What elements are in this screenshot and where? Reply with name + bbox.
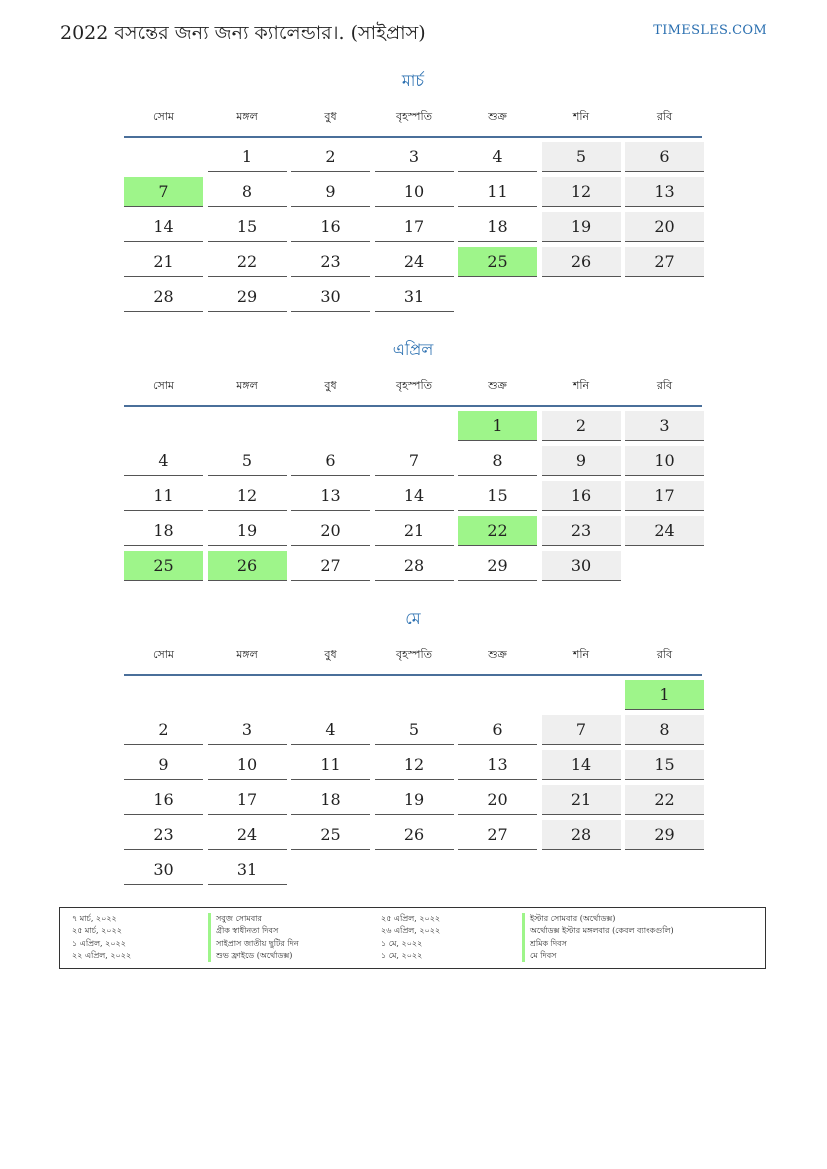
legend-holiday-name: সবুজ সোমবার [208, 913, 299, 925]
legend-date: ১ এপ্রিল, ২০২২ [72, 938, 126, 948]
empty-cell [208, 411, 287, 441]
day-cell: 9 [542, 446, 621, 476]
month-april [124, 339, 702, 581]
day-cell: 2 [291, 142, 370, 172]
day-cell: 4 [124, 446, 203, 476]
day-cell: 8 [458, 446, 537, 476]
legend-date: ১ মে, ২০২২ [381, 950, 423, 960]
legend-date: ২৫ এপ্রিল, ২০২২ [381, 914, 441, 923]
weekday-label: বুধ [324, 648, 337, 661]
day-cell: 17 [208, 785, 287, 815]
legend-date: ৭ মার্চ, ২০২২ [72, 914, 117, 923]
day-cell: 23 [124, 820, 203, 850]
empty-cell [375, 411, 454, 441]
day-cell: 28 [124, 282, 203, 312]
day-cell: 14 [124, 212, 203, 242]
legend-names-left [208, 913, 299, 962]
day-cell: 15 [458, 481, 537, 511]
holiday-day-cell: 26 [208, 551, 287, 581]
weekday-label: শুক্র [488, 379, 507, 392]
day-cell: 11 [458, 177, 537, 207]
day-cell: 3 [208, 715, 287, 745]
day-cell: 24 [375, 247, 454, 277]
day-cell: 30 [542, 551, 621, 581]
day-cell: 13 [291, 481, 370, 511]
weekday-label: শনি [572, 379, 590, 392]
day-cell: 21 [124, 247, 203, 277]
day-cell: 23 [291, 247, 370, 277]
empty-cell [458, 680, 537, 710]
day-grid [124, 142, 702, 312]
day-cell: 22 [625, 785, 704, 815]
month-may [124, 608, 702, 885]
day-cell: 27 [458, 820, 537, 850]
day-cell: 16 [542, 481, 621, 511]
weekday-label: মঙ্গল [236, 110, 258, 123]
day-cell: 7 [375, 446, 454, 476]
day-cell: 12 [208, 481, 287, 511]
day-cell: 18 [458, 212, 537, 242]
day-cell: 3 [375, 142, 454, 172]
month-title: এপ্রিল [392, 340, 434, 359]
day-cell: 8 [625, 715, 704, 745]
legend-names-right [522, 913, 674, 962]
day-cell: 10 [208, 750, 287, 780]
weekday-label: সোম [152, 648, 175, 661]
day-cell: 25 [291, 820, 370, 850]
day-cell: 24 [208, 820, 287, 850]
weekday-label: মঙ্গল [236, 648, 258, 661]
weekday-label: শনি [572, 648, 590, 661]
holiday-day-cell: 1 [458, 411, 537, 441]
day-cell: 31 [208, 855, 287, 885]
day-cell: 19 [542, 212, 621, 242]
day-cell: 11 [291, 750, 370, 780]
day-cell: 18 [291, 785, 370, 815]
day-cell: 27 [625, 247, 704, 277]
day-cell: 6 [291, 446, 370, 476]
day-cell: 17 [375, 212, 454, 242]
weekday-label: সোম [152, 379, 175, 392]
day-cell: 6 [625, 142, 704, 172]
weekday-header [124, 645, 702, 665]
weekday-label: শুক্র [488, 648, 507, 661]
legend-holiday-name: সাইপ্রাস জাতীয় ছুটির দিন [208, 938, 299, 950]
day-cell: 30 [124, 855, 203, 885]
day-cell: 1 [208, 142, 287, 172]
empty-cell [208, 680, 287, 710]
legend-dates-left [72, 913, 131, 962]
day-cell: 15 [625, 750, 704, 780]
day-cell: 31 [375, 282, 454, 312]
day-cell: 27 [291, 551, 370, 581]
day-cell: 5 [542, 142, 621, 172]
day-cell: 5 [208, 446, 287, 476]
legend-holiday-name: শ্রমিক দিবস [522, 938, 674, 950]
legend-date: ২২ এপ্রিল, ২০২২ [72, 950, 132, 960]
weekday-label: রবি [656, 379, 673, 392]
month-march [124, 70, 702, 312]
legend-holiday-name: গ্রীক স্বাধীনতা দিবস [208, 925, 299, 937]
day-cell: 5 [375, 715, 454, 745]
day-cell: 13 [458, 750, 537, 780]
weekday-label: বৃহস্পতি [396, 379, 432, 392]
day-cell: 30 [291, 282, 370, 312]
day-cell: 3 [625, 411, 704, 441]
empty-cell [124, 680, 203, 710]
day-cell: 23 [542, 516, 621, 546]
weekday-label: শুক্র [488, 110, 507, 123]
month-title: মার্চ [401, 71, 425, 90]
day-cell: 4 [458, 142, 537, 172]
legend-dates-right [381, 913, 440, 962]
empty-cell [124, 142, 203, 172]
day-cell: 9 [124, 750, 203, 780]
weekday-label: বৃহস্পতি [396, 648, 432, 661]
day-cell: 29 [458, 551, 537, 581]
day-cell: 20 [458, 785, 537, 815]
holiday-day-cell: 7 [124, 177, 203, 207]
day-cell: 2 [542, 411, 621, 441]
legend-holiday-name: শুভ ফ্রাইডে (অর্থোডক্স) [208, 950, 299, 962]
day-cell: 14 [542, 750, 621, 780]
day-cell: 22 [208, 247, 287, 277]
day-cell: 12 [542, 177, 621, 207]
day-cell: 20 [291, 516, 370, 546]
day-cell: 19 [375, 785, 454, 815]
holiday-day-cell: 1 [625, 680, 704, 710]
day-cell: 2 [124, 715, 203, 745]
day-grid [124, 680, 702, 885]
holiday-day-cell: 25 [124, 551, 203, 581]
day-cell: 21 [375, 516, 454, 546]
day-cell: 7 [542, 715, 621, 745]
day-cell: 14 [375, 481, 454, 511]
day-cell: 16 [291, 212, 370, 242]
weekday-label: শনি [572, 110, 590, 123]
header-rule [124, 674, 702, 676]
holiday-legend [59, 907, 766, 969]
empty-cell [124, 411, 203, 441]
header-rule [124, 405, 702, 407]
day-cell: 15 [208, 212, 287, 242]
day-cell: 29 [208, 282, 287, 312]
day-cell: 11 [124, 481, 203, 511]
weekday-label: রবি [656, 648, 673, 661]
weekday-label: বৃহস্পতি [396, 110, 432, 123]
legend-holiday-name: অর্থোডক্স ইস্টার মঙ্গলবার (কেবল ব্যাংকগুলি) [522, 925, 674, 937]
weekday-label: মঙ্গল [236, 379, 258, 392]
legend-date: ১ মে, ২০২২ [381, 938, 423, 948]
day-cell: 16 [124, 785, 203, 815]
legend-date: ২৫ মার্চ, ২০২২ [72, 926, 122, 936]
day-grid [124, 411, 702, 581]
day-cell: 17 [625, 481, 704, 511]
empty-cell [291, 411, 370, 441]
day-cell: 29 [625, 820, 704, 850]
empty-cell [291, 680, 370, 710]
weekday-label: বুধ [324, 110, 337, 123]
day-cell: 19 [208, 516, 287, 546]
weekday-header [124, 376, 702, 396]
day-cell: 18 [124, 516, 203, 546]
day-cell: 10 [625, 446, 704, 476]
weekday-label: রবি [656, 110, 673, 123]
empty-cell [375, 680, 454, 710]
holiday-day-cell: 22 [458, 516, 537, 546]
weekday-header [124, 107, 702, 127]
weekday-label: সোম [152, 110, 175, 123]
page-title: 2022 বসন্তের জন্য জন্য ক্যালেন্ডার।. (সাইপ্রাস) [60, 22, 426, 44]
day-cell: 12 [375, 750, 454, 780]
legend-holiday-name: ইস্টার সোমবার (অর্থোডক্স) [522, 913, 674, 925]
weekday-label: বুধ [324, 379, 337, 392]
day-cell: 13 [625, 177, 704, 207]
legend-holiday-name: মে দিবস [522, 950, 674, 962]
day-cell: 26 [542, 247, 621, 277]
month-title: মে [405, 609, 421, 628]
legend-date: ২৬ এপ্রিল, ২০২২ [381, 926, 441, 936]
day-cell: 4 [291, 715, 370, 745]
day-cell: 8 [208, 177, 287, 207]
day-cell: 21 [542, 785, 621, 815]
day-cell: 26 [375, 820, 454, 850]
day-cell: 6 [458, 715, 537, 745]
holiday-day-cell: 25 [458, 247, 537, 277]
day-cell: 28 [375, 551, 454, 581]
empty-cell [542, 680, 621, 710]
day-cell: 28 [542, 820, 621, 850]
day-cell: 24 [625, 516, 704, 546]
day-cell: 20 [625, 212, 704, 242]
day-cell: 10 [375, 177, 454, 207]
day-cell: 9 [291, 177, 370, 207]
site-link[interactable]: TIMESLES.COM [653, 23, 767, 38]
header-rule [124, 136, 702, 138]
